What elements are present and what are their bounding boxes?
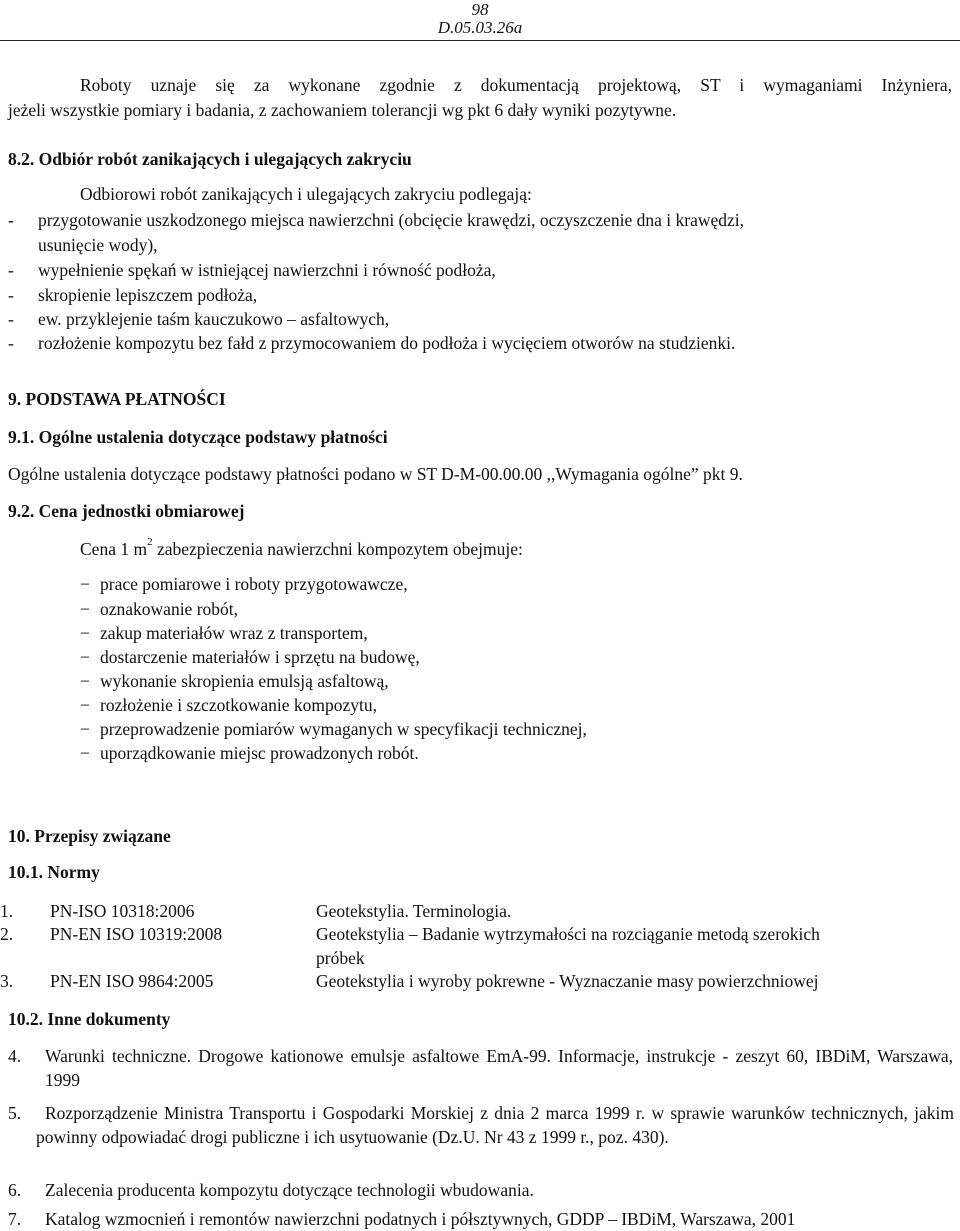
list-dash: −: [80, 599, 90, 619]
norm-num: 2.: [0, 924, 14, 944]
lead-superscript: 2: [147, 536, 153, 549]
doc-text: Warunki techniczne. Drogowe kationowe emulsje asfaltowe EmA-99. Informacje, instrukcje - zeszyt 60, IBDiM, Warszawa, 1999: [45, 1046, 953, 1090]
page-number: 98: [471, 0, 489, 19]
section-8-2-lead: Odbiorowi robót zanikających i ulegających zakryciu podlegają:: [80, 184, 532, 204]
doc-num: 7.: [8, 1209, 22, 1229]
list-item-text: oznakowanie robót,: [100, 599, 239, 619]
list-dash: -: [8, 285, 14, 305]
list-item-text: uporządkowanie miejsc prowadzonych robót.: [100, 743, 419, 763]
norm-code: PN-EN ISO 9864:2005: [50, 971, 214, 991]
list-dash: −: [80, 623, 90, 643]
section-9-1-text: Ogólne ustalenia dotyczące podstawy płatności podano w ST D-M-00.00.00 ,,Wymagania ogólne” pkt 9.: [8, 464, 743, 484]
norm-code: PN-EN ISO 10319:2008: [50, 924, 223, 944]
list-dash: −: [80, 719, 90, 739]
list-dash: -: [8, 333, 14, 353]
list-item: [8, 307, 389, 331]
section-9-heading: 9. PODSTAWA PŁATNOŚCI: [8, 389, 226, 409]
intro-line-1: Roboty uznaje się za wykonane zgodnie z dokumentacją projektową, ST i wymaganiami Inżyniera,: [80, 75, 952, 95]
list-dash: -: [8, 210, 14, 230]
list-item-text: prace pomiarowe i roboty przygotowawcze,: [100, 574, 408, 594]
document-code: D.05.03.26a: [437, 18, 523, 37]
section-9-1-heading: 9.1. Ogólne ustalenia dotyczące podstawy płatności: [8, 427, 388, 447]
norm-title-continuation: próbek: [316, 948, 365, 968]
list-item-text: zakup materiałów wraz z transportem,: [100, 623, 368, 643]
list-item: [80, 597, 238, 621]
norm-title: Geotekstylia i wyroby pokrewne - Wyznaczanie masy powierzchniowej: [316, 971, 819, 991]
list-item: [80, 693, 377, 717]
list-item-text: przygotowanie uszkodzonego miejsca nawierzchni (obcięcie krawędzi, oczyszczenie dna i krawędzi,: [38, 210, 744, 230]
list-item: [80, 669, 389, 693]
list-item-continuation: usunięcie wody),: [38, 235, 158, 255]
doc-num: 6.: [8, 1180, 22, 1200]
list-item-text: przeprowadzenie pomiarów wymaganych w specyfikacji technicznej,: [100, 719, 587, 739]
norm-num: 3.: [0, 971, 14, 991]
lead-text-b: zabezpieczenia nawierzchni kompozytem obejmuje:: [152, 539, 523, 559]
doc-text: Rozporządzenie Ministra Transportu i Gospodarki Morskiej z dnia 2 marca 1999 r. w sprawie warunków technicznych, jakim powinny odpowiadać drogi publiczne i ich usytuowanie (Dz.U. Nr 43 z 1999 r., poz. 430).: [36, 1103, 954, 1147]
list-item: [8, 283, 257, 307]
norm-title: Geotekstylia – Badanie wytrzymałości na rozciąganie metodą szerokich: [316, 924, 820, 944]
list-dash: −: [80, 743, 90, 763]
doc-num: 4.: [8, 1046, 22, 1066]
list-dash: −: [80, 695, 90, 715]
header-divider: [0, 40, 960, 41]
list-item: [80, 572, 408, 596]
list-item: [80, 645, 420, 669]
list-item-text: wykonanie skropienia emulsją asfaltową,: [100, 671, 389, 691]
list-item-text: rozłożenie i szczotkowanie kompozytu,: [100, 695, 377, 715]
list-item-text: skropienie lepiszczem podłoża,: [38, 285, 258, 305]
norm-code: PN-ISO 10318:2006: [50, 901, 195, 921]
section-10-2-heading: 10.2. Inne dokumenty: [8, 1009, 171, 1029]
list-item: [80, 741, 419, 765]
list-dash: -: [8, 309, 14, 329]
list-item: [80, 717, 587, 741]
lead-text-a: Cena 1 m: [80, 539, 148, 559]
section-9-2-lead: [80, 537, 523, 561]
list-dash: −: [80, 574, 90, 594]
section-8-2-heading: 8.2. Odbiór robót zanikających i ulegających zakryciu: [8, 149, 412, 169]
section-9-2-heading: 9.2. Cena jednostki obmiarowej: [8, 501, 245, 521]
list-item-text: rozłożenie kompozytu bez fałd z przymocowaniem do podłoża i wycięciem otworów na studzienki.: [38, 333, 736, 353]
list-item-text: wypełnienie spękań w istniejącej nawierzchni i równość podłoża,: [38, 260, 496, 280]
list-item: [8, 208, 744, 232]
intro-line-2: jeżeli wszystkie pomiary i badania, z zachowaniem tolerancji wg pkt 6 dały wyniki pozytywne.: [8, 100, 677, 120]
doc-text: Katalog wzmocnień i remontów nawierzchni podatnych i półsztywnych, GDDP – IBDiM, Warszawa, 2001: [45, 1209, 796, 1229]
list-dash: -: [8, 260, 14, 280]
list-item: [80, 621, 368, 645]
norm-num: 1.: [0, 901, 14, 921]
list-dash: −: [80, 647, 90, 667]
list-item-text: ew. przyklejenie taśm kauczukowo – asfaltowych,: [38, 309, 390, 329]
doc-num: 5.: [8, 1103, 22, 1123]
section-10-1-heading: 10.1. Normy: [8, 862, 100, 882]
section-10-heading: 10. Przepisy związane: [8, 826, 171, 846]
doc-text: Zalecenia producenta kompozytu dotyczące technologii wbudowania.: [45, 1180, 534, 1200]
list-dash: −: [80, 671, 90, 691]
list-item: [8, 331, 735, 355]
list-item: [8, 258, 496, 282]
norm-title: Geotekstylia. Terminologia.: [316, 901, 512, 921]
list-item-text: dostarczenie materiałów i sprzętu na budowę,: [100, 647, 420, 667]
